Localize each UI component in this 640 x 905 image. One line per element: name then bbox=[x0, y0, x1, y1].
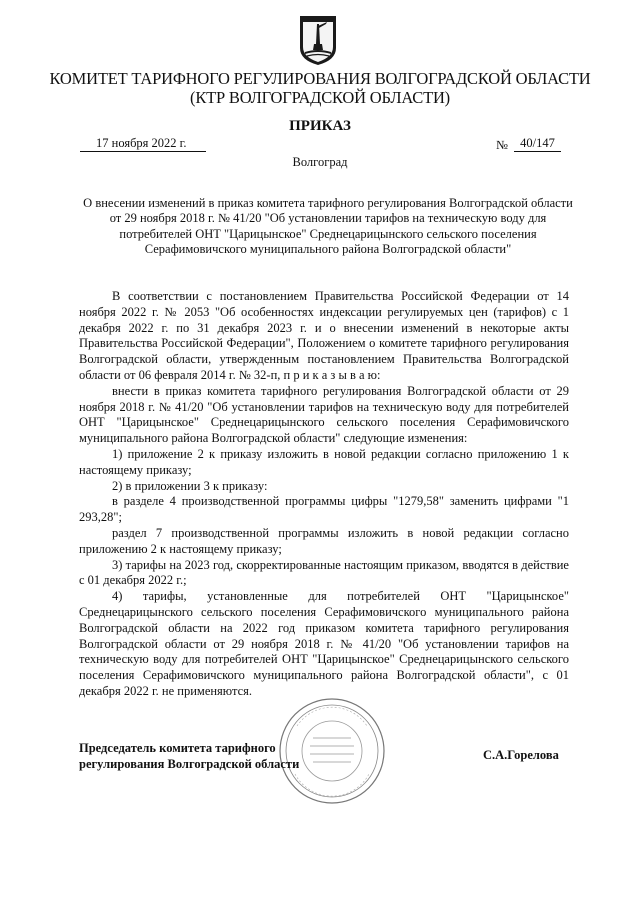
body-paragraph: В соответствии с постановлением Правительства Российской Федерации от 14 ноября 2022 г. № 2053 "Об особенностях индексации регулируемых цен (тарифов) с 1 декабря 2022 г. по 31 декабря 2023 г. и о внесении изменений в некоторые акты Правительства Российской Федерации", Положением о комитете тарифного регулирования Волгоградской области, утвержденным постановлением Правительства Волгоградской области от 06 февраля 2014 г. № 32-п, п р и к а з ы в а ю: bbox=[79, 289, 569, 382]
body-paragraph: 3) тарифы на 2023 год, скорректированные настоящим приказом, вводятся в действие с 01 декабря 2022 г.; bbox=[79, 557, 569, 588]
organization-name: КОМИТЕТ ТАРИФНОГО РЕГУЛИРОВАНИЯ ВОЛГОГРАДСКОЙ ОБЛАСТИ bbox=[49, 69, 591, 88]
document-date: 17 ноября 2022 г. bbox=[80, 136, 206, 152]
coat-of-arms-icon bbox=[297, 14, 339, 66]
body-paragraph: в разделе 4 производственной программы цифры "1279,58" заменить цифрами "1 293,28"; bbox=[79, 494, 569, 525]
document-body bbox=[79, 289, 569, 700]
signatory-title-line: регулирования Волгоградской области bbox=[79, 757, 300, 771]
document-city: Волгоград bbox=[292, 155, 348, 169]
body-paragraph: 1) приложение 2 к приказу изложить в новой редакции согласно приложению 1 к настоящему приказу; bbox=[79, 446, 569, 477]
body-paragraph: раздел 7 производственной программы изложить в новой редакции согласно приложению 2 к настоящему приказу; bbox=[79, 525, 569, 556]
document-number: 40/147 bbox=[514, 136, 561, 152]
number-sign: № bbox=[496, 138, 508, 152]
body-paragraph: внести в приказ комитета тарифного регулирования Волгоградской области от 29 ноября 2018 г. № 41/20 "Об установлении тарифов на техническую воду для потребителей ОНТ "Царицынское" Среднецарицынского сельского поселения Серафимовичского муниципального района Волгоградской области" следующие изменения: bbox=[79, 383, 569, 446]
document-type: ПРИКАЗ bbox=[289, 118, 351, 134]
signatory-name: С.А.Горелова bbox=[483, 748, 559, 762]
organization-short-name: (КТР ВОЛГОГРАДСКОЙ ОБЛАСТИ) bbox=[190, 88, 450, 107]
signatory-title-line: Председатель комитета тарифного bbox=[79, 741, 276, 755]
body-paragraph: 4) тарифы, установленные для потребителей ОНТ "Царицынское" Среднецарицынского сельского поселения Серафимовичского муниципального района Волгоградской области на 2022 год приказом комитета тарифного регулирования Волгоградской области от 29 ноября 2018 г. № 41/20 "Об установлении тарифов на техническую воду для потребителей ОНТ "Царицынское" Среднецарицынского сельского поселения Серафимовичского муниципального района Волгоградской области", с 01 декабря 2022 г. не применяются. bbox=[79, 589, 569, 698]
document-subject: О внесении изменений в приказ комитета тарифного регулирования Волгоградской области от 29 ноября 2018 г. № 41/20 "Об установлении тарифов на техническую воду для потребителей ОНТ "Царицынское" Среднецарицынского сельского поселения Серафимовичского муниципального района Волгоградской области" bbox=[83, 196, 573, 256]
body-paragraph: 2) в приложении 3 к приказу: bbox=[112, 478, 268, 493]
signatory-title bbox=[79, 740, 299, 772]
